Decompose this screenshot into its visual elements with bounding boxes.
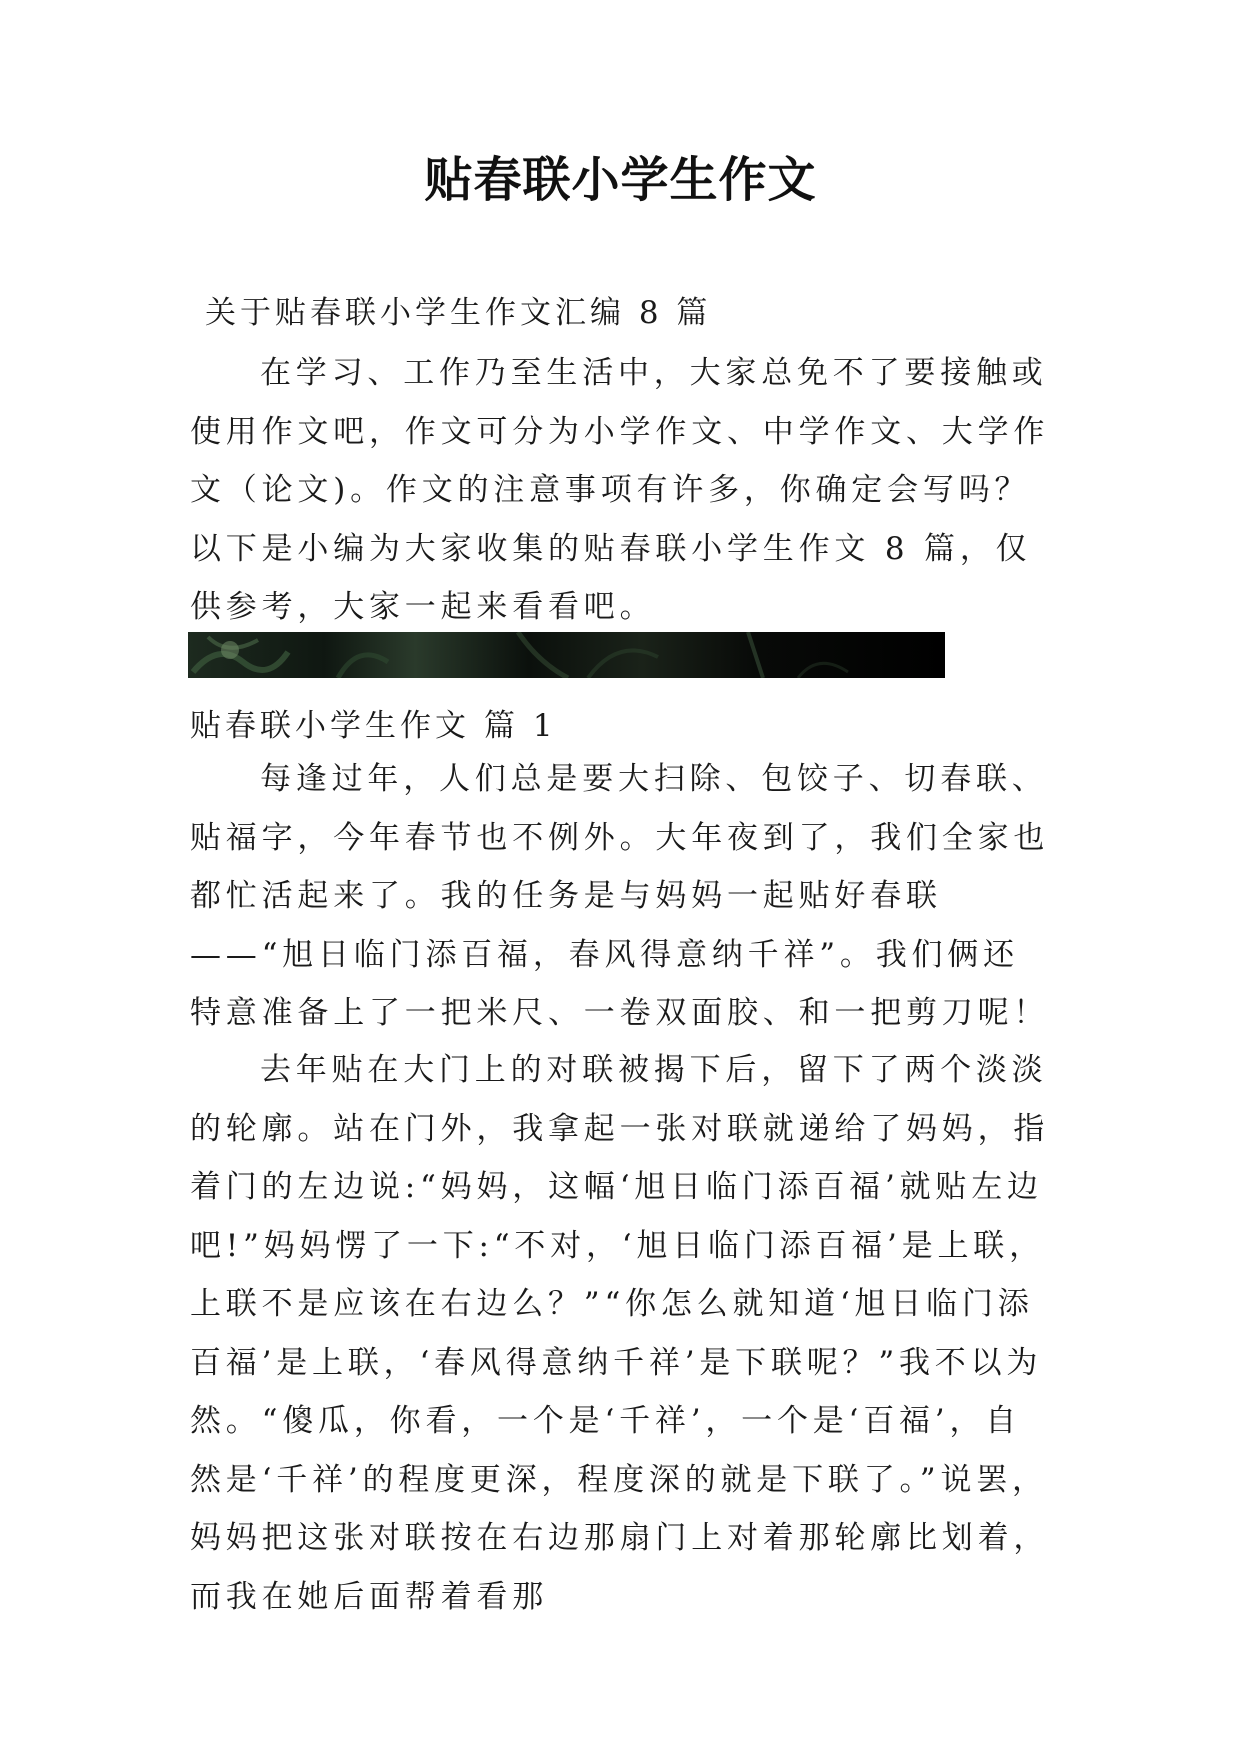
page-title: 贴春联小学生作文 bbox=[424, 152, 817, 208]
document-subtitle: 关于贴春联小学生作文汇编 8 篇 bbox=[205, 295, 712, 331]
decorative-banner-image bbox=[188, 632, 945, 678]
intro-paragraph: 在学习、工作乃至生活中，大家总免不了要接触或使用作文吧，作文可分为小学作文、中学作文、大学作文（论文)。作文的注意事项有许多，你确定会写吗？以下是小编为大家收集的贴春联小学生作文 8 篇，仅供参考，大家一起来看看吧。 bbox=[190, 355, 1050, 625]
section-label: 篇 1 bbox=[484, 708, 557, 744]
section-title: 贴春联小学生作文 bbox=[190, 708, 470, 744]
section-heading bbox=[190, 706, 557, 746]
banner-foliage-graphic bbox=[188, 632, 945, 678]
body-paragraph: 去年贴在大门上的对联被揭下后，留下了两个淡淡的轮廓。站在门外，我拿起一张对联就递给了妈妈，指着门的左边说:“妈妈，这幅‘旭日临门添百福’就贴左边吧!”妈妈愣了一下:“不对，‘旭日临门添百福’是上联，上联不是应该在右边么？”“你怎么就知道‘旭日临门添百福’是上联，‘春风得意纳千祥’是下联呢？”我不以为然。“傻瓜，你看，一个是‘千祥’，一个是‘百福’，自然是‘千祥’的程度更深，程度深的就是下联了。”说罢，妈妈把这张对联按在右边那扇门上对着那轮廓比划着，而我在她后面帮着看那 bbox=[190, 1052, 1050, 1615]
body-paragraph: 每逢过年，人们总是要大扫除、包饺子、切春联、贴福字，今年春节也不例外。大年夜到了，我们全家也都忙活起来了。我的任务是与妈妈一起贴好春联——“旭日临门添百福，春风得意纳千祥”。我们俩还特意准备上了一把米尺、一卷双面胶、和一把剪刀呢！ bbox=[190, 761, 1050, 1031]
